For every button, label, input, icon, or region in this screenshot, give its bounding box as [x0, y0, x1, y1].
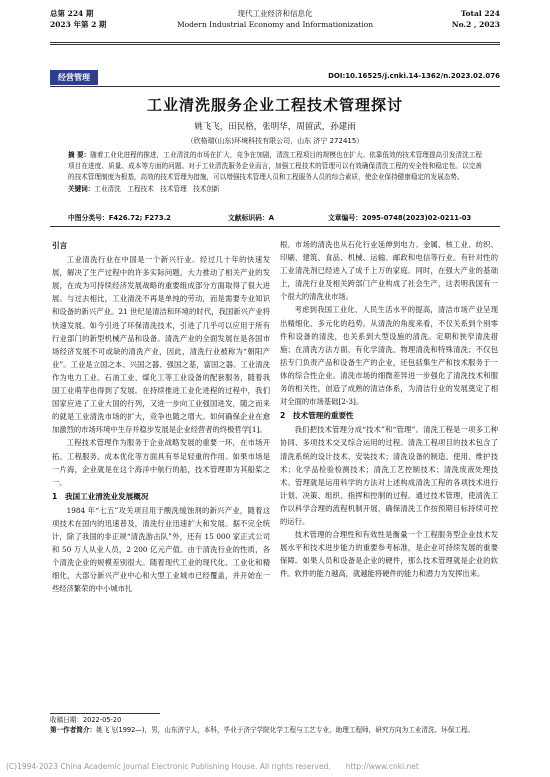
paragraph: 考虑到我国工业化、人民生活水平的提高，清洁市场产业呈现出精细化、多元化的趋势。从清洗的角度来看，不仅关系到个别零件和设备的清洗，也关系到大型设施的清洗。定期和狭窄清洗措施；在清洗方法方面，有化学清洗、物理清洗和特殊清洗；不仅包括专门负责产品和设备生产的企业，还包括集生产和技术服务于一体的综合性企业。清洗市场的细微差异进一步强化了清洗技术和服务的相关性，创造了成熟的清洁体系，为清洁行业的发展奠定了相对全面的市场基础[2-3]。 [280, 305, 498, 407]
author-bio [50, 725, 500, 735]
paragraph: 我们把技术管理分成“技术”和“管理”。清洗工程是一项多工种协同、多项技术交叉综合运用的过程。清洗工程项目的技术包含了清洗系统的设计技术、安装技术；清洗设备的制造、使用、维护技术；化学品检验检测技术；清洗工艺控制技术；清洗废液处理技术。管理就是运用科学的方法对上述构成清洗工程的各项技术进行计划、决策、组织、指挥和控制的过程。通过技术管理，使清洗工作以科学合理的流程机制开展，确保清洗工作按预期目标持续可控的运行。 [280, 425, 498, 526]
body-column-right [280, 238, 498, 580]
abstract-text: 随着工业化进程的推进，工业清洗的市场在扩大，竞争在加剧，清洗工程项目的规模也在扩大。依靠低效的技术管理提高引发清洗工程项目在进度、质量、成本等方面的问题。对于工业清洗服务企业而言，加强工程技术的管理可以有效确保清洗工程的安全性和稳定性。以完善的技术管理制度为根基，高效的技术管理为措施，可以增强技术管理人员和工程服务人员的综合素质，使企业保持健康稳定的发展态势。 [68, 151, 482, 182]
journal-name-en: Modern Industrial Economy and Informationization [176, 20, 374, 29]
received-date: 收稿日期：2022-05-20 [50, 716, 122, 724]
abstract-label: 摘 要： [68, 151, 91, 159]
header-rule [50, 42, 500, 43]
paragraph: 根。市场的清洗也从石化行业延伸到电力、金属、核工业、纺织、印刷、建筑、食品、机械、运输、邮政和电信等行业。有针对性的工业清洗剂已经进入了成千上万的家庭。同时，在强大产业的基础上，清洗行业及相关跨部门产业构成了社会生产，这表明我国有一个很大的清洗业市场。 [280, 240, 498, 302]
copyright-watermark: (C)1994-2023 China Academic Journal Electronic Publishing House. All rights reserved. http://www.cnki.net [6, 762, 419, 771]
issue-number-cn: 2023 年第 2 期 [50, 20, 107, 29]
article-number: 文章编号：2095-0748(2023)02-0211-03 [328, 214, 472, 222]
paragraph: 工程技术管理作为服务于企业战略发展的重要一环，在市场开拓、工程服务、成本优化等方面具有举足轻重的作用。如果市场是一片海，企业就是在这个海洋中航行的船，技术管理即为其船桨之一。 [52, 438, 270, 487]
affiliation: （欣格瑞(山东)环境科技有限公司，山东 济宁 272415） [186, 137, 364, 145]
author-bio-text: 姚飞飞(1992—)，男，山东济宁人，本科，毕业于济宁学院化学工程与工艺专业，助理工程师，研究方向为工业清洗、环保工程。 [96, 726, 475, 734]
keywords-label: 关键词： [68, 184, 95, 193]
abstract [68, 150, 482, 195]
doi: DOI:10.16525/j.cnki.14-1362/n.2023.02.076 [328, 72, 500, 80]
paragraph: 技术管理的合理性和有效性是衡量一个工程服务型企业技术发展水平和技术进步能力的重要参考标准，是企业可持续发展的重要保障。如果人员和设备是企业的硬件，那么技术管理就是企业的软件。软件的能力越高，就越能将硬件的能力和潜力为发挥出来。 [280, 530, 498, 579]
footnote [50, 715, 500, 735]
intro-heading: 引言 [52, 241, 68, 250]
running-header [50, 8, 500, 40]
section-tag: 经营管理 [50, 70, 98, 85]
section-heading-2: 2 技术管理的重要性 [280, 411, 354, 421]
body-column-left [52, 238, 270, 596]
issue-total-en: Total 224 [460, 9, 500, 18]
header-rule-2 [50, 44, 500, 45]
journal-name [50, 8, 500, 30]
journal-name-cn: 现代工业经济和信息化 [237, 9, 313, 18]
meta-rule [50, 226, 500, 227]
footnote-rule [50, 713, 160, 714]
article-title: 工业清洗服务企业工程技术管理探讨 [146, 96, 403, 114]
section-heading-1: 1 我国工业清洗业发展概况 [52, 491, 149, 501]
issue-number-en: No.2 , 2023 [451, 20, 500, 29]
authors: 姚飞飞，田民格，张明华，周留武，孙建雨 [194, 122, 356, 132]
issue-right [452, 8, 500, 30]
doi-rule [50, 86, 500, 87]
author-bio-label: 第一作者简介： [50, 726, 97, 734]
paragraph: 1984 年“七五”攻关项目用于酸洗缓蚀剂的新兴产业，随着这项技术在国内的迅速普及，清洗行业迅速扩大和发展。据不完全统计，除了我国的非正规“清洗游击队”外，还有 15 000 家正式公司和 50 万人从业人员，2 200 亿元产值。由于清洗行业的性质，各个清洗企业的规模差别很大。随着现代工业的现代化、工业化和精细化，大部分新兴产业中心和大型工业城市已经覆盖，并开始在一些经济繁荣的中小城市扎 [52, 505, 270, 594]
document-code: 文献标识码：A [228, 214, 275, 222]
keywords: 工业清洗 工程技术 技术管理 技术创新 [94, 184, 220, 193]
issue-total-cn: 总第 224 期 [50, 9, 94, 18]
clc-number: 中图分类号：F426.72; F273.2 [68, 214, 171, 222]
paragraph: 工业清洗行业在中国是一个新兴行业。经过几十年的快速发展，解决了生产过程中的许多实际问题，大力推动了相关产业的发展，在成为可持续经济发展战略的重要组成部分方面取得了很大进展。与过去相比，工业清洗不再是单纯的劳动，而是需要专业知识和设备的新兴产业。21 世纪是清洁和环境的时代，我国新兴产业将快速发展。如今引进了环保清洗技术，引进了几乎可以应用于所有行业部门的新型机械产品和设备。清洗产业的全面发展在是各国市场经济发展不可或缺的清洗产业，因此，清洗行业被称为“朝阳产业”。工业是立国之本、兴国之器、强国之基，富国之器。工业清洗作为电力工业、石油工业、煤化工等工业设备的配套服务，随着我国工业萌芽也得到了发展。在持续推进工业化进程的过程中，我们国家应进了工业大国的行列，又进一步向工业强国进发，随之而来的就是工业清洗市场的扩大，竞争也随之增大。如何确保企业在愈加激烈的市场环境中生存并稳步发展是企业经营者的终极哲学[1]。 [52, 255, 270, 435]
